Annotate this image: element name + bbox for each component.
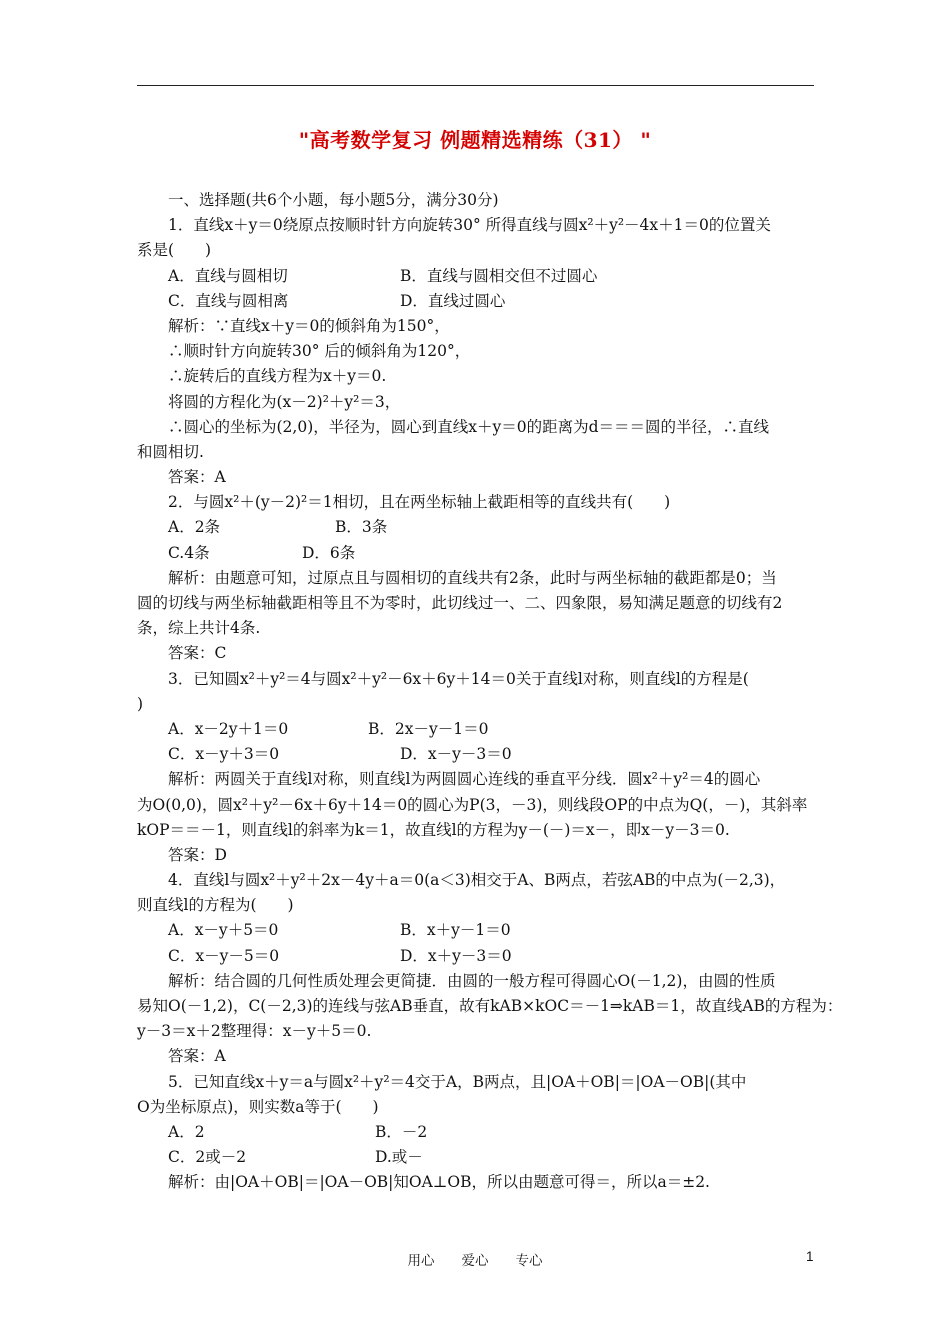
- q3-stem: 3．已知圆x²＋y²＝4与圆x²＋y²－6x＋6y＋14＝0关于直线l对称，则直线l的方程是(: [168, 669, 749, 688]
- q1-answer: 答案：A: [168, 468, 226, 487]
- header-rule: [137, 85, 814, 86]
- q1-solution-6: 和圆相切.: [137, 442, 204, 461]
- q2-option-a: A．2条: [168, 518, 221, 537]
- page-number: 1: [806, 1249, 814, 1264]
- document-body: [137, 188, 843, 1196]
- q3-stem-cont: ): [137, 694, 144, 713]
- q5-solution-1: 解析：由|OA＋OB|＝|OA－OB|知OA⊥OB，所以由题意可得＝，所以a＝±2.: [168, 1173, 710, 1192]
- q3-answer: 答案：D: [168, 845, 227, 864]
- q1-options-row2: [137, 289, 814, 314]
- q5-options-row2: [137, 1145, 814, 1170]
- q4-option-b: B．x＋y－1＝0: [400, 921, 511, 940]
- q1-stem: 1．直线x＋y＝0绕原点按顺时针方向旋转30° 所得直线与圆x²＋y²－4x＋1＝0的位置关: [168, 216, 771, 235]
- footer-text: 用心 爱心 专心: [407, 1253, 543, 1269]
- q2-options-row1: [137, 515, 814, 540]
- q4-solution-1: 解析：结合圆的几何性质处理会更简捷．由圆的一般方程可得圆心O(－1,2)，由圆的性质: [168, 971, 776, 990]
- q1-option-b: B．直线与圆相交但不过圆心: [400, 266, 598, 285]
- q2-solution-1: 解析：由题意可知，过原点且与圆相切的直线共有2条，此时与两坐标轴的截距都是0；当: [168, 568, 777, 587]
- q1-stem-cont: 系是( ): [137, 241, 212, 260]
- q4-stem: 4．直线l与圆x²＋y²＋2x－4y＋a＝0(a＜3)相交于A、B两点，若弦AB的中点为(－2,3)，: [168, 871, 786, 890]
- q2-option-c: C.4条: [168, 543, 210, 562]
- q3-options-row2: [137, 742, 814, 767]
- q5-options-row1: [137, 1120, 814, 1145]
- q4-stem-cont: 则直线l的方程为( ): [137, 896, 294, 915]
- q1-option-a: A．直线与圆相切: [168, 266, 288, 285]
- section-heading: 一、选择题(共6个小题，每小题5分，满分30分): [168, 191, 499, 209]
- q5-option-a: A．2: [168, 1122, 205, 1141]
- q2-options-row2: [137, 541, 814, 566]
- q1-solution-1: 解析：∵直线x＋y＝0的倾斜角为150°，: [168, 316, 450, 335]
- q3-solution-3: kOP＝＝－1，则直线l的斜率为k＝1，故直线l的方程为y－(－)＝x－，即x－y－3＝0.: [137, 820, 730, 839]
- q4-options-row1: [137, 918, 814, 943]
- q3-option-a: A．x－2y＋1＝0: [168, 719, 289, 738]
- q3-solution-1: 解析：两圆关于直线l对称，则直线l为两圆圆心连线的垂直平分线．圆x²＋y²＝4的圆心: [168, 770, 761, 789]
- q5-stem: 5．已知直线x＋y＝a与圆x²＋y²＝4交于A，B两点，且|OA＋OB|＝|OA－OB|(其中: [168, 1072, 747, 1091]
- q2-solution-3: 条，综上共计4条.: [137, 619, 261, 638]
- q1-solution-2: ∴顺时针方向旋转30° 后的倾斜角为120°，: [168, 342, 471, 361]
- page-title: "高考数学复习 例题精选精练（31） ": [298, 128, 652, 152]
- q1-solution-3: ∴旋转后的直线方程为x＋y＝0.: [168, 367, 387, 386]
- q5-stem-cont: O为坐标原点)，则实数a等于( ): [137, 1097, 379, 1116]
- q2-option-d: D．6条: [302, 543, 356, 562]
- q2-option-b: B．3条: [335, 518, 388, 537]
- q5-option-b: B．－2: [375, 1122, 428, 1141]
- q4-solution-2: 易知O(－1,2)，C(－2,3)的连线与弦AB垂直，故有kAB×kOC＝－1⇒kAB＝1，故直线AB的方程为：: [137, 997, 843, 1015]
- q4-option-a: A．x－y＋5＝0: [168, 921, 279, 940]
- q1-option-d: D．直线过圆心: [400, 291, 506, 310]
- q3-option-d: D．x－y－3＝0: [400, 745, 512, 764]
- q3-option-c: C．x－y＋3＝0: [168, 745, 280, 764]
- q5-option-d: D.或－: [375, 1148, 423, 1167]
- q2-stem: 2．与圆x²＋(y－2)²＝1相切，且在两坐标轴上截距相等的直线共有( ): [168, 493, 671, 512]
- q3-option-b: B．2x－y－1＝0: [368, 719, 489, 738]
- q4-options-row2: [137, 944, 814, 969]
- q4-answer: 答案：A: [168, 1047, 226, 1066]
- q2-answer: 答案：C: [168, 644, 227, 663]
- q4-option-d: D．x＋y－3＝0: [400, 946, 512, 965]
- q3-options-row1: [137, 717, 814, 742]
- q1-options-row1: [137, 264, 814, 289]
- q4-option-c: C．x－y－5＝0: [168, 946, 280, 965]
- q1-solution-4: 将圆的方程化为(x－2)²＋y²＝3，: [168, 392, 401, 411]
- q5-option-c: C．2或－2: [168, 1148, 247, 1167]
- q1-solution-5: ∴圆心的坐标为(2,0)，半径为，圆心到直线x＋y＝0的距离为d＝＝＝圆的半径，∴直线: [168, 417, 770, 436]
- q2-solution-2: 圆的切线与两坐标轴截距相等且不为零时，此切线过一、二、四象限，易知满足题意的切线有2: [137, 594, 783, 612]
- q3-solution-2: 为O(0,0)，圆x²＋y²－6x＋6y＋14＝0的圆心为P(3，－3)，则线段OP的中点为Q(，－)，其斜率: [137, 795, 808, 814]
- q1-option-c: C．直线与圆相离: [168, 291, 289, 310]
- q4-solution-3: y－3＝x＋2整理得：x－y＋5＝0.: [137, 1022, 372, 1041]
